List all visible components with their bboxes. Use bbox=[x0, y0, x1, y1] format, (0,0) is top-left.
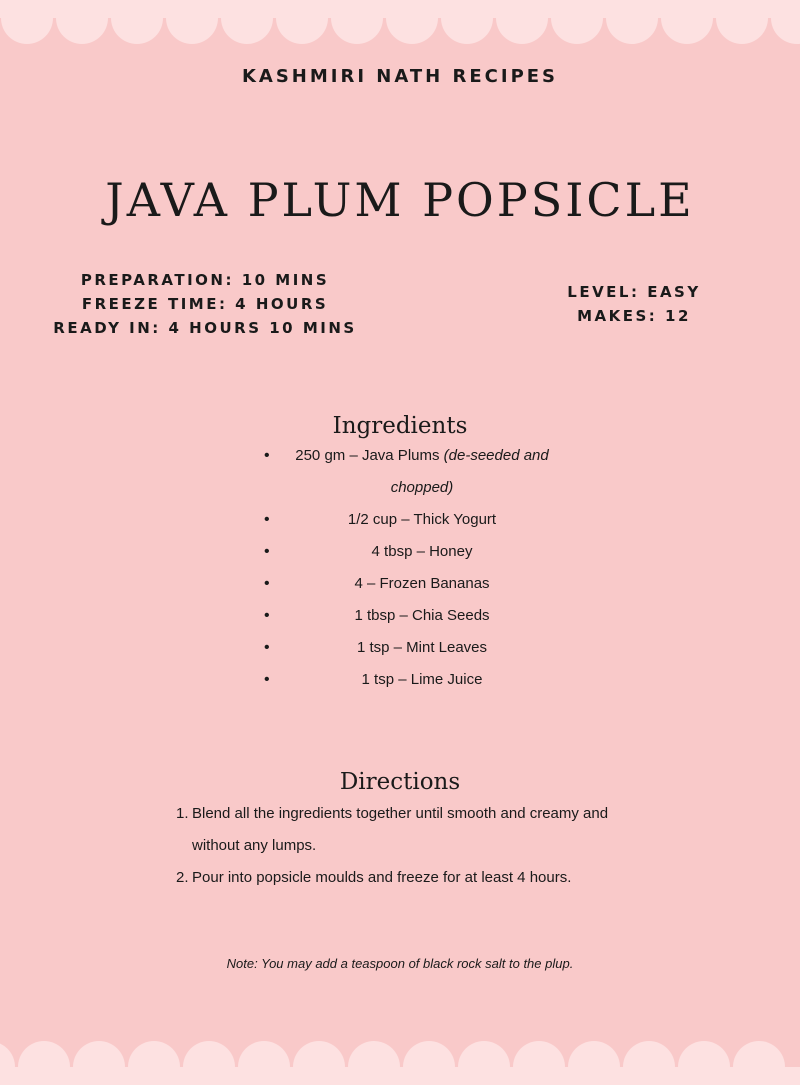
directions-heading: Directions bbox=[339, 769, 461, 796]
brand-name: KASHMIRI NATH RECIPES bbox=[241, 66, 559, 87]
top-scallop-border bbox=[0, 0, 800, 50]
level-info bbox=[540, 280, 728, 328]
prep-time: PREPARATION: 10 MINS bbox=[80, 271, 330, 289]
ingredient-item: • 1 tbsp – Chia Seeds bbox=[258, 600, 558, 632]
recipe-title: JAVA PLUM POPSICLE bbox=[105, 172, 695, 227]
ingredients-list bbox=[258, 440, 558, 696]
ingredient-item: • 250 gm – Java Plums (de-seeded and chopped) bbox=[258, 440, 558, 504]
bullet-icon: • bbox=[264, 447, 270, 464]
directions-list bbox=[170, 798, 650, 894]
ready-time: READY IN: 4 HOURS 10 MINS bbox=[53, 319, 357, 337]
direction-step bbox=[170, 862, 650, 894]
ingredient-item: • 1 tsp – Lime Juice bbox=[258, 664, 558, 696]
difficulty-level: LEVEL: EASY bbox=[567, 283, 701, 301]
ingredient-note: (de-seeded and chopped) bbox=[390, 447, 549, 496]
ingredients-heading: Ingredients bbox=[332, 413, 468, 440]
step-text: Blend all the ingredients together until smooth and creamy and bbox=[192, 805, 609, 822]
bullet-icon: • bbox=[264, 607, 270, 624]
bottom-scallop-border bbox=[0, 1035, 800, 1085]
bullet-icon: • bbox=[264, 543, 270, 560]
step-text: Pour into popsicle moulds and freeze for at least 4 hours. bbox=[192, 869, 572, 886]
ingredient-item: • 1/2 cup – Thick Yogurt bbox=[258, 504, 558, 536]
ingredient-item: • 4 – Frozen Bananas bbox=[258, 568, 558, 600]
servings: MAKES: 12 bbox=[577, 307, 691, 325]
ingredient-item: • 4 tbsp – Honey bbox=[258, 536, 558, 568]
bullet-icon: • bbox=[264, 575, 270, 592]
freeze-time: FREEZE TIME: 4 HOURS bbox=[81, 295, 329, 313]
bullet-icon: • bbox=[264, 511, 270, 528]
step-text-continued: without any lumps. bbox=[192, 837, 317, 854]
ingredient-item: • 1 tsp – Mint Leaves bbox=[258, 632, 558, 664]
bullet-icon: • bbox=[264, 639, 270, 656]
step-number: 1. bbox=[176, 805, 189, 822]
bullet-icon: • bbox=[264, 671, 270, 688]
timing-info bbox=[40, 268, 370, 340]
recipe-note: Note: You may add a teaspoon of black rock salt to the plup. bbox=[226, 956, 574, 971]
direction-step bbox=[170, 798, 650, 862]
step-number: 2. bbox=[176, 869, 189, 886]
